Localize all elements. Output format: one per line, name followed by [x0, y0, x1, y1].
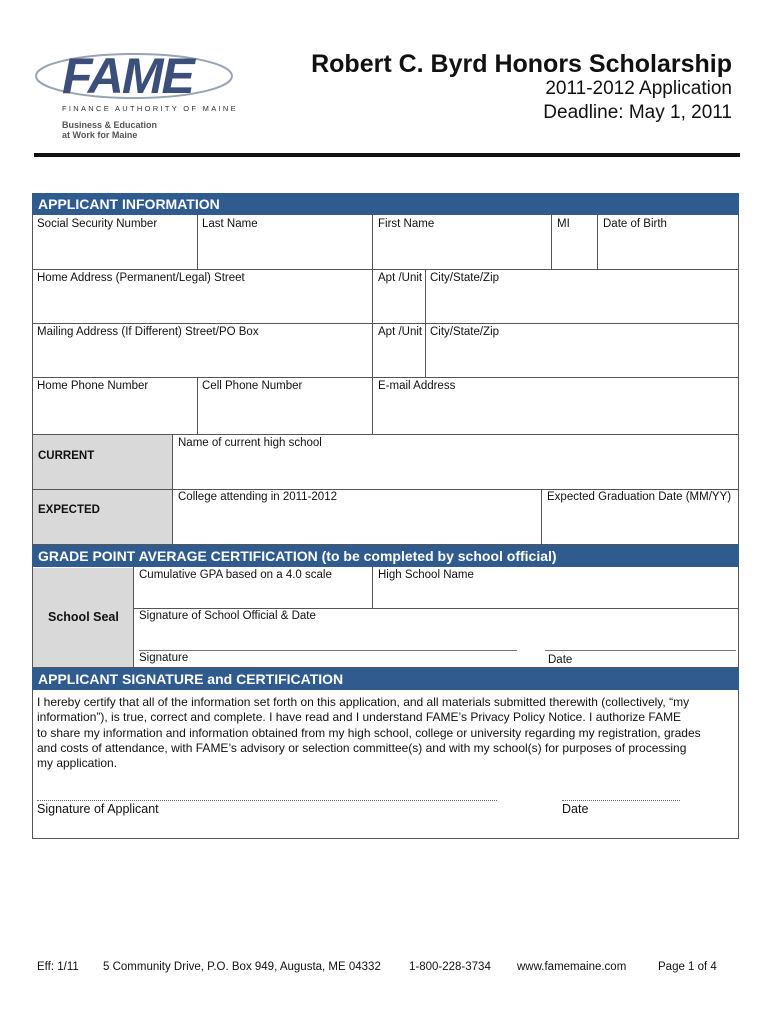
deadline: Deadline: May 1, 2011	[543, 102, 732, 123]
logo-tagline-1: Business & Education	[62, 120, 158, 130]
gpa-section-header	[32, 545, 739, 567]
certification-line: I hereby certify that all of the information set forth on this application, and all materials submitted therewith (collectively, “my	[37, 695, 690, 709]
city-state-zip-field[interactable]: City/State/Zip	[430, 272, 500, 284]
cell-phone-field[interactable]: Cell Phone Number	[202, 380, 303, 392]
mi-field[interactable]: MI	[557, 218, 570, 230]
mailing-city-state-zip-field[interactable]: City/State/Zip	[430, 326, 500, 338]
page-title: Robert C. Byrd Honors Scholarship	[311, 50, 732, 78]
logo-wordmark: FAME	[62, 48, 193, 104]
grad-date-field[interactable]: Expected Graduation Date (MM/YY)	[547, 491, 732, 503]
expected-label-cell	[33, 490, 172, 544]
certification-line: information”), is true, correct and complete. I have read and I understand FAME’s Privacy Policy Notice. I authorize FAME	[37, 710, 682, 725]
current-label: CURRENT	[38, 450, 95, 462]
first-name-field[interactable]: First Name	[378, 218, 435, 230]
gpa-section-note: (to be completed by school official)	[317, 548, 557, 564]
school-official-signature-label: Signature of School Official & Date	[139, 610, 316, 622]
dob-field[interactable]: Date of Birth	[603, 218, 667, 230]
school-seal-label: School Seal	[48, 610, 119, 624]
page-subtitle: 2011-2012 Application	[545, 78, 732, 99]
college-field[interactable]: College attending in 2011-2012	[178, 491, 337, 503]
home-address-field[interactable]: Home Address (Permanent/Legal) Street	[37, 272, 245, 284]
certification-line: to share my information and information obtained from my high school, college or university regarding my registration, grades	[37, 725, 701, 740]
official-date-caption: Date	[548, 654, 573, 666]
certification-line: my application.	[37, 756, 118, 771]
home-phone-field[interactable]: Home Phone Number	[37, 380, 149, 392]
gpa-section-title: GRADE POINT AVERAGE CERTIFICATION	[38, 548, 318, 564]
mailing-address-field[interactable]: Mailing Address (If Different) Street/PO Box	[37, 326, 259, 338]
footer-page-number: Page 1 of 4	[658, 961, 717, 973]
applicant-date-line[interactable]	[562, 800, 680, 801]
applicant-date-caption: Date	[562, 802, 589, 816]
official-date-line[interactable]	[545, 650, 736, 651]
applicant-section-header: APPLICANT INFORMATION	[32, 193, 739, 215]
current-school-field[interactable]: Name of current high school	[178, 437, 322, 449]
header-divider	[34, 153, 740, 157]
current-label-cell	[33, 435, 172, 489]
applicant-signature-caption: Signature of Applicant	[37, 802, 159, 816]
footer-effective-date: Eff: 1/11	[37, 961, 79, 973]
applicant-signature-line[interactable]	[37, 800, 497, 801]
fame-logo	[34, 44, 238, 144]
footer-address: 5 Community Drive, P.O. Box 949, Augusta, ME 04332	[103, 961, 381, 973]
ssn-field[interactable]: Social Security Number	[37, 218, 158, 230]
certification-line: and costs of attendance, with FAME’s advisory or selection committee(s) and with my school(s) for purposes of processing	[37, 740, 687, 755]
official-signature-caption: Signature	[139, 652, 189, 664]
certification-section-header: APPLICANT SIGNATURE and CERTIFICATION	[32, 668, 739, 690]
official-signature-line[interactable]	[139, 650, 517, 651]
logo-subtitle: FINANCE AUTHORITY OF MAINE	[62, 104, 238, 113]
certification-text	[37, 695, 737, 771]
high-school-name-field[interactable]: High School Name	[378, 569, 474, 581]
email-field[interactable]: E-mail Address	[378, 380, 456, 392]
expected-label: EXPECTED	[38, 504, 100, 516]
logo-tagline-2: at Work for Maine	[62, 130, 138, 140]
mailing-apt-unit-field[interactable]: Apt /Unit	[378, 326, 423, 338]
apt-unit-field[interactable]: Apt /Unit	[378, 272, 423, 284]
last-name-field[interactable]: Last Name	[202, 218, 258, 230]
footer-phone: 1-800-228-3734	[409, 961, 491, 973]
footer-website[interactable]: www.famemaine.com	[517, 961, 627, 973]
cumulative-gpa-field[interactable]: Cumulative GPA based on a 4.0 scale	[139, 569, 332, 581]
